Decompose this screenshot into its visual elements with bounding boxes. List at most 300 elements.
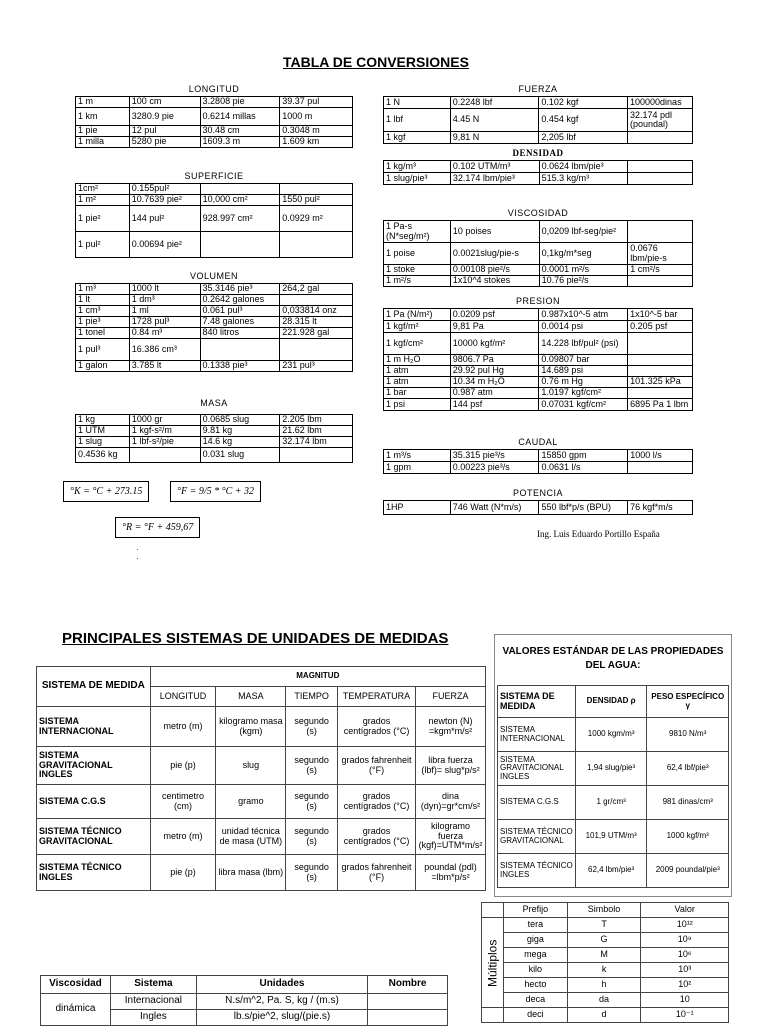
sistema-unit: grados centígrados (°C) — [338, 707, 416, 747]
masa-table — [75, 414, 353, 463]
longitud-cell: 1.609 km — [280, 137, 353, 148]
agua-value: 101,9 UTM/m³ — [575, 820, 647, 854]
fuerza-cell: 1 kgf — [384, 132, 451, 144]
prefijo-cell: T — [567, 918, 641, 933]
agua-value: 62,4 lbm/pie³ — [575, 854, 647, 888]
prefijo-row — [482, 978, 729, 993]
agua-value: 62,4 lbf/pie³ — [647, 752, 729, 786]
prefijo-row — [482, 993, 729, 1008]
sistema-name: SISTEMA TÉCNICO INGLES — [37, 855, 151, 891]
masa-cell: 1 lbf-s²/pie — [129, 437, 200, 448]
sistema-name: SISTEMA C.G.S — [37, 785, 151, 819]
agua-row — [498, 752, 729, 786]
masa-cell: 0.4536 kg — [76, 448, 130, 463]
masa-cell: 0.0685 slug — [200, 415, 280, 426]
sistema-unit: centimetro (cm) — [150, 785, 216, 819]
fuerza-title: FUERZA — [518, 84, 558, 94]
superficie-cell — [280, 184, 353, 195]
superficie-row — [76, 232, 353, 258]
sistema-unit: libra masa (lbm) — [216, 855, 286, 891]
magnitud-header: MAGNITUD — [150, 667, 485, 687]
volumen-cell: 221.928 gal — [280, 328, 353, 339]
volumen-cell — [280, 339, 353, 361]
volumen-cell — [200, 339, 280, 361]
viscosidad-row — [384, 265, 693, 276]
potencia-row — [384, 501, 693, 515]
superficie-cell: 0.00694 pie² — [129, 232, 200, 258]
page-title: TABLA DE CONVERSIONES — [283, 54, 469, 70]
volumen-cell: 7.48 galones — [200, 317, 280, 328]
volumen-cell: 35.3146 pie³ — [200, 284, 280, 295]
superficie-cell: 1 pul² — [76, 232, 130, 258]
prefijo-cell: da — [567, 993, 641, 1008]
masa-row — [76, 426, 353, 437]
viscosidad-cell: 1x10^4 stokes — [450, 276, 539, 287]
densidad-cell — [628, 173, 693, 185]
prefijo-cell: 10³ — [641, 963, 729, 978]
superficie-cell: 0.155pul² — [129, 184, 200, 195]
presion-cell: 29.92 pul Hg — [450, 366, 539, 377]
magnitud-col-header: MASA — [216, 687, 286, 707]
fuerza-cell: 4.45 N — [450, 109, 539, 132]
visc-row — [41, 994, 448, 1010]
volumen-cell: 1 m³ — [76, 284, 130, 295]
sistema-unit: segundo (s) — [286, 747, 338, 785]
prefijo-cell: h — [567, 978, 641, 993]
caudal-cell: 0.00223 pie³/s — [450, 462, 539, 474]
prefijo-cell: kilo — [503, 963, 567, 978]
sistema-unit: grados fahrenheit (°F) — [338, 855, 416, 891]
fuerza-table — [383, 96, 693, 144]
sistemas-title: PRINCIPALES SISTEMAS DE UNIDADES DE MEDIDAS — [62, 630, 449, 647]
agua-value: 1,94 slug/pie³ — [575, 752, 647, 786]
agua-sistema: SISTEMA GRAVITACIONAL INGLES — [498, 752, 576, 786]
presion-row — [384, 321, 693, 333]
prefijo-cell: k — [567, 963, 641, 978]
longitud-row — [76, 97, 353, 108]
volumen-cell: 16.386 cm³ — [129, 339, 200, 361]
viscosidad-cell: 0.0676 lbm/pie-s — [628, 243, 693, 265]
superficie-cell: 144 pul² — [129, 206, 200, 232]
caudal-table — [383, 449, 693, 474]
sistema-unit: segundo (s) — [286, 785, 338, 819]
agua-value: 1000 kgm/m³ — [575, 718, 647, 752]
rankine-formula: °R = °F + 459,67 — [115, 517, 200, 538]
superficie-cell: 1 m² — [76, 195, 130, 206]
longitud-cell: 1 milla — [76, 137, 130, 148]
viscosidad-table — [383, 220, 693, 287]
volumen-cell: 1000 lt — [129, 284, 200, 295]
sistemas-table — [36, 666, 486, 891]
caudal-cell: 15850 gpm — [539, 450, 628, 462]
presion-cell — [628, 355, 693, 366]
fuerza-cell: 0.102 kgf — [539, 97, 628, 109]
densidad-cell: 1 slug/pie³ — [384, 173, 451, 185]
magnitud-col-header: FUERZA — [415, 687, 485, 707]
fuerza-cell: 100000dinas — [628, 97, 693, 109]
sistema-row — [37, 855, 486, 891]
superficie-cell: 10.7639 pie² — [129, 195, 200, 206]
agua-value: 1000 kgf/m³ — [647, 820, 729, 854]
presion-cell: 144 psf — [450, 399, 539, 411]
longitud-cell: 1 pie — [76, 126, 130, 137]
viscosidad-cell: 0.0001 m²/s — [539, 265, 628, 276]
longitud-cell: 12 pul — [129, 126, 200, 137]
longitud-row — [76, 108, 353, 126]
presion-cell: 0.07031 kgf/cm² — [539, 399, 628, 411]
pref-group-cell — [482, 1008, 504, 1023]
agua-sistema: SISTEMA TÉCNICO GRAVITACIONAL — [498, 820, 576, 854]
presion-cell: 1 atm — [384, 377, 451, 388]
superficie-cell — [200, 232, 280, 258]
sistema-unit: libra fuerza (lbf)= slug*p/s² — [415, 747, 485, 785]
longitud-cell: 3280.9 pie — [129, 108, 200, 126]
agua-value: 2009 poundal/pie³ — [647, 854, 729, 888]
superficie-row — [76, 206, 353, 232]
presion-row — [384, 309, 693, 321]
volumen-cell: 3.785 lt — [129, 361, 200, 372]
densidad-cell: 32.174 lbm/pie³ — [450, 173, 539, 185]
prefijo-cell: 10⁻¹ — [641, 1008, 729, 1023]
caudal-title: CAUDAL — [518, 437, 558, 447]
masa-cell: 14.6 kg — [200, 437, 280, 448]
volumen-cell: 1 dm³ — [129, 295, 200, 306]
presion-cell: 1 kgf/cm² — [384, 333, 451, 355]
agua-row — [498, 718, 729, 752]
presion-row — [384, 388, 693, 399]
densidad-row — [384, 161, 693, 173]
densidad-cell: 0.102 UTM/m³ — [450, 161, 539, 173]
potencia-title: POTENCIA — [512, 488, 563, 498]
masa-title: MASA — [200, 398, 228, 408]
longitud-cell: 0.3048 m — [280, 126, 353, 137]
densidad-cell: 1 kg/m³ — [384, 161, 451, 173]
presion-row — [384, 377, 693, 388]
viscosidad-cell: 1 cm²/s — [628, 265, 693, 276]
superficie-cell: 1550 pul² — [280, 195, 353, 206]
prefijo-cell: tera — [503, 918, 567, 933]
visc-col-header: Viscosidad — [41, 976, 111, 994]
viscosidad-row — [384, 243, 693, 265]
agua-row — [498, 820, 729, 854]
volumen-cell: 840 litros — [200, 328, 280, 339]
sistema-row — [37, 785, 486, 819]
presion-cell: 9806.7 Pa — [450, 355, 539, 366]
volumen-title: VOLUMEN — [189, 271, 238, 281]
sistema-name: SISTEMA INTERNACIONAL — [37, 707, 151, 747]
longitud-cell: 5280 pie — [129, 137, 200, 148]
magnitud-col-header: TEMPERATURA — [338, 687, 416, 707]
sistema-row — [37, 747, 486, 785]
volumen-cell: 1 ml — [129, 306, 200, 317]
multiplos-label: Múltiplos — [482, 918, 504, 1008]
presion-cell: 6895 Pa 1 lbm — [628, 399, 693, 411]
presion-cell: 0.987 atm — [450, 388, 539, 399]
longitud-cell: 1 m — [76, 97, 130, 108]
volumen-row — [76, 295, 353, 306]
fuerza-cell: 1 lbf — [384, 109, 451, 132]
masa-cell: 32.174 lbm — [280, 437, 353, 448]
presion-cell: 1 atm — [384, 366, 451, 377]
longitud-row — [76, 137, 353, 148]
visc-cell: N.s/m^2, Pa. S, kg / (m.s) — [196, 994, 367, 1010]
sistema-unit: metro (m) — [150, 707, 216, 747]
prefijo-row — [482, 933, 729, 948]
prefijo-cell: hecto — [503, 978, 567, 993]
visc-cell: lb.s/pie^2, slug/(pie.s) — [196, 1010, 367, 1026]
presion-row — [384, 355, 693, 366]
potencia-cell: 1HP — [384, 501, 451, 515]
agua-value: 1 gr/cm³ — [575, 786, 647, 820]
viscosidad-cell: 1 m²/s — [384, 276, 451, 287]
masa-cell: 0.031 slug — [200, 448, 280, 463]
sistema-unit: metro (m) — [150, 819, 216, 855]
masa-cell — [129, 448, 200, 463]
volumen-cell: 0.84 m³ — [129, 328, 200, 339]
presion-cell: 0.09807 bar — [539, 355, 628, 366]
longitud-cell: 100 cm — [129, 97, 200, 108]
agua-col-header: DENSIDAD ρ — [575, 686, 647, 718]
longitud-cell: 30.48 cm — [200, 126, 280, 137]
masa-cell: 1 UTM — [76, 426, 130, 437]
volumen-cell: 264,2 gal — [280, 284, 353, 295]
presion-cell: 0.76 m Hg — [539, 377, 628, 388]
pref-col-header: Valor — [641, 903, 729, 918]
presion-cell: 9,81 Pa — [450, 321, 539, 333]
masa-cell — [280, 448, 353, 463]
presion-cell: 0.987x10^-5 atm — [539, 309, 628, 321]
potencia-table — [383, 500, 693, 515]
volumen-cell: 1728 pul³ — [129, 317, 200, 328]
presion-cell: 0.205 psf — [628, 321, 693, 333]
masa-cell: 1000 gr — [129, 415, 200, 426]
prefijo-row — [482, 948, 729, 963]
volumen-row — [76, 284, 353, 295]
sistema-row — [37, 819, 486, 855]
prefijo-cell: deca — [503, 993, 567, 1008]
fuerza-cell — [628, 132, 693, 144]
densidad-cell — [628, 161, 693, 173]
kelvin-formula: °K = °C + 273.15 — [63, 481, 149, 502]
sistema-name: SISTEMA TÉCNICO GRAVITACIONAL — [37, 819, 151, 855]
prefijo-cell: 10¹² — [641, 918, 729, 933]
visc-group-label: dinámica — [41, 994, 111, 1026]
sistema-unit: pie (p) — [150, 855, 216, 891]
dot-mark: · · — [136, 545, 139, 563]
fuerza-cell: 0.2248 lbf — [450, 97, 539, 109]
volumen-cell: 1 cm³ — [76, 306, 130, 317]
superficie-title: SUPERFICIE — [184, 171, 244, 181]
caudal-cell: 35.315 pie³/s — [450, 450, 539, 462]
masa-cell: 1 slug — [76, 437, 130, 448]
presion-cell: 10000 kgf/m² — [450, 333, 539, 355]
viscosidad-cell: 0.0021slug/pie-s — [450, 243, 539, 265]
longitud-cell: 3.2808 pie — [200, 97, 280, 108]
fuerza-cell: 0.454 kgf — [539, 109, 628, 132]
fuerza-cell: 1 N — [384, 97, 451, 109]
volumen-table — [75, 283, 353, 372]
viscosidad-cell: 0,1kg/m*seg — [539, 243, 628, 265]
masa-cell: 1 kg — [76, 415, 130, 426]
presion-cell: 0.0014 psi — [539, 321, 628, 333]
viscosidad-unidades-table — [40, 975, 448, 1026]
fuerza-cell: 2,205 lbf — [539, 132, 628, 144]
sistema-unit: poundal (pdl) =lbm*p/s² — [415, 855, 485, 891]
volumen-row — [76, 339, 353, 361]
sistema-unit: newton (N) =kgm*m/s² — [415, 707, 485, 747]
presion-cell — [628, 366, 693, 377]
sistema-medida-header: SISTEMA DE MEDIDA — [37, 667, 151, 707]
volumen-cell: 0.2642 galones — [200, 295, 280, 306]
presion-cell — [628, 388, 693, 399]
longitud-row — [76, 126, 353, 137]
presion-table — [383, 308, 693, 411]
prefijo-row — [482, 963, 729, 978]
viscosidad-cell: 10.76 pie²/s — [539, 276, 628, 287]
sistema-unit: gramo — [216, 785, 286, 819]
masa-row — [76, 448, 353, 463]
longitud-cell: 1000 m — [280, 108, 353, 126]
potencia-cell: 746 Watt (N*m/s) — [450, 501, 539, 515]
longitud-title: LONGITUD — [188, 84, 240, 94]
prefijo-cell: 10² — [641, 978, 729, 993]
presion-row — [384, 333, 693, 355]
presion-cell: 1 Pa (N/m²) — [384, 309, 451, 321]
visc-col-header: Unidades — [196, 976, 367, 994]
superficie-cell: 1 pie² — [76, 206, 130, 232]
longitud-table — [75, 96, 353, 148]
visc-col-header: Sistema — [110, 976, 196, 994]
presion-cell: 1.0197 kgf/cm² — [539, 388, 628, 399]
presion-cell: 14.689 psi — [539, 366, 628, 377]
presion-row — [384, 399, 693, 411]
prefijo-cell: 10⁶ — [641, 948, 729, 963]
fuerza-cell: 9,81 N — [450, 132, 539, 144]
superficie-row — [76, 184, 353, 195]
longitud-cell: 0.6214 millas — [200, 108, 280, 126]
agua-sistema: SISTEMA C.G.S — [498, 786, 576, 820]
visc-cell: Internacional — [110, 994, 196, 1010]
agua-col-header: PESO ESPECÍFICO γ — [647, 686, 729, 718]
potencia-cell: 76 kgf*m/s — [628, 501, 693, 515]
sistema-unit: grados centígrados (°C) — [338, 819, 416, 855]
volumen-cell: 0.1338 pie³ — [200, 361, 280, 372]
presion-cell: 101.325 kPa — [628, 377, 693, 388]
fuerza-cell: 32.174 pdl (poundal) — [628, 109, 693, 132]
magnitud-col-header: TIEMPO — [286, 687, 338, 707]
agua-col-header: SISTEMA DE MEDIDA — [498, 686, 576, 718]
viscosidad-title: VISCOSIDAD — [507, 208, 569, 218]
signature: Ing. Luis Eduardo Portillo España — [537, 529, 660, 539]
superficie-cell: 10,000 cm² — [200, 195, 280, 206]
superficie-row — [76, 195, 353, 206]
agua-panel — [494, 634, 732, 897]
caudal-cell: 0.0631 l/s — [539, 462, 628, 474]
fuerza-row — [384, 97, 693, 109]
viscosidad-cell — [628, 221, 693, 243]
agua-table — [497, 685, 729, 888]
superficie-cell: 1cm² — [76, 184, 130, 195]
volumen-cell — [280, 295, 353, 306]
visc-cell: Ingles — [110, 1010, 196, 1026]
presion-cell: 10.34 m H₂O — [450, 377, 539, 388]
longitud-cell: 1609.3 m — [200, 137, 280, 148]
presion-cell: 1 bar — [384, 388, 451, 399]
sistema-unit: segundo (s) — [286, 819, 338, 855]
masa-row — [76, 415, 353, 426]
caudal-row — [384, 450, 693, 462]
volumen-cell: 1 lt — [76, 295, 130, 306]
viscosidad-cell: 1 stoke — [384, 265, 451, 276]
volumen-cell: 231 pul³ — [280, 361, 353, 372]
sistema-unit: grados centígrados (°C) — [338, 785, 416, 819]
volumen-row — [76, 317, 353, 328]
densidad-table — [383, 160, 693, 185]
presion-cell: 1 m H₂O — [384, 355, 451, 366]
prefijo-cell: M — [567, 948, 641, 963]
superficie-table — [75, 183, 353, 258]
sistema-unit: pie (p) — [150, 747, 216, 785]
superficie-cell: 0.0929 m² — [280, 206, 353, 232]
superficie-cell: 928.997 cm² — [200, 206, 280, 232]
prefijo-cell: mega — [503, 948, 567, 963]
masa-cell: 1 kgf-s²/m — [129, 426, 200, 437]
agua-row — [498, 786, 729, 820]
visc-cell — [368, 1010, 448, 1026]
volumen-cell: 28.315 lt — [280, 317, 353, 328]
caudal-cell: 1000 l/s — [628, 450, 693, 462]
agua-sistema: SISTEMA TÉCNICO INGLES — [498, 854, 576, 888]
sistema-unit: kilogramo masa (kgm) — [216, 707, 286, 747]
presion-cell — [628, 333, 693, 355]
densidad-cell: 515.3 kg/m³ — [539, 173, 628, 185]
longitud-cell: 1 km — [76, 108, 130, 126]
presion-cell: 14.228 lbf/pul² (psi) — [539, 333, 628, 355]
volumen-row — [76, 361, 353, 372]
sistema-name: SISTEMA GRAVITACIONAL INGLES — [37, 747, 151, 785]
viscosidad-row — [384, 221, 693, 243]
sistema-unit: kilogramo fuerza (kgf)=UTM*m/s² — [415, 819, 485, 855]
volumen-cell: 1 galon — [76, 361, 130, 372]
viscosidad-cell: 10 poises — [450, 221, 539, 243]
caudal-cell: 1 gpm — [384, 462, 451, 474]
sistema-unit: slug — [216, 747, 286, 785]
prefijo-cell: giga — [503, 933, 567, 948]
densidad-title: DENSIDAD — [512, 148, 564, 158]
presion-cell: 1 psi — [384, 399, 451, 411]
volumen-cell: 1 pie³ — [76, 317, 130, 328]
caudal-row — [384, 462, 693, 474]
superficie-cell — [280, 232, 353, 258]
caudal-cell: 1 m³/s — [384, 450, 451, 462]
fahrenheit-formula: °F = 9/5 * °C + 32 — [170, 481, 261, 502]
agua-title: VALORES ESTÁNDAR DE LAS PROPIEDADES DEL AGUA: — [502, 646, 724, 671]
volumen-row — [76, 306, 353, 317]
viscosidad-cell: 1 poise — [384, 243, 451, 265]
sistema-unit: segundo (s) — [286, 855, 338, 891]
potencia-cell: 550 lbf*p/s (BPU) — [539, 501, 628, 515]
agua-row — [498, 854, 729, 888]
prefijo-row — [482, 1008, 729, 1023]
sistema-unit: dina (dyn)=gr*cm/s² — [415, 785, 485, 819]
visc-col-header: Nombre — [368, 976, 448, 994]
prefijos-table — [481, 902, 729, 1023]
viscosidad-cell: 0.00108 pie²/s — [450, 265, 539, 276]
caudal-cell — [628, 462, 693, 474]
magnitud-col-header: LONGITUD — [150, 687, 216, 707]
masa-cell: 21.62 lbm — [280, 426, 353, 437]
sistema-unit: unidad técnica de masa (UTM) — [216, 819, 286, 855]
